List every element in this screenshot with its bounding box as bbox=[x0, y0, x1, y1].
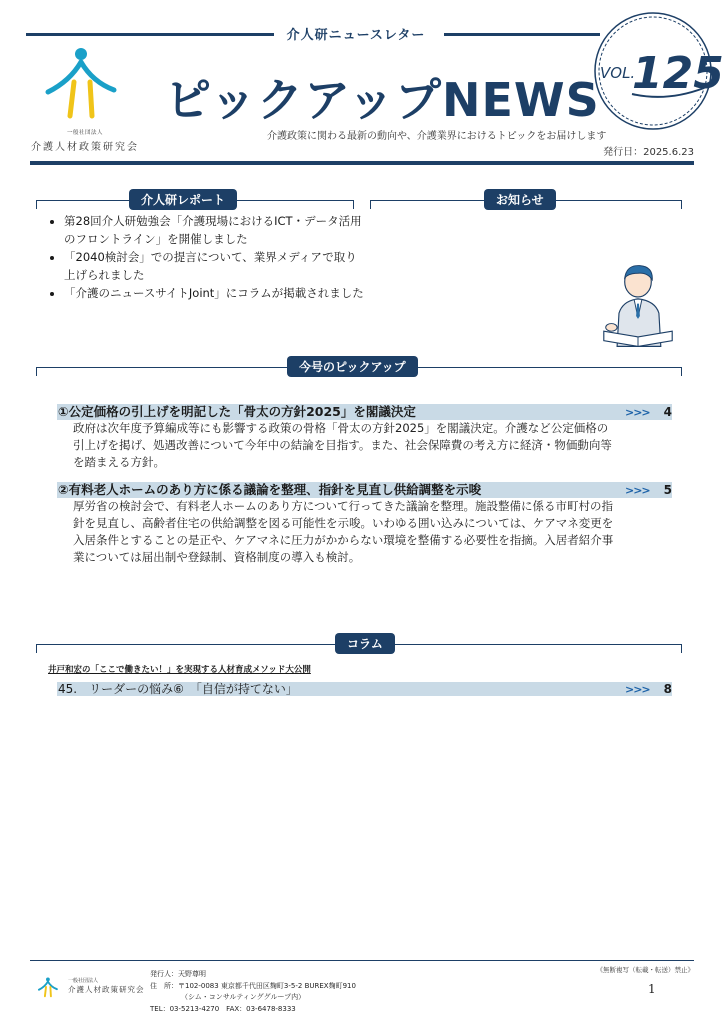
pickup-line-tick-left bbox=[36, 367, 37, 376]
pickup-body-line: 政府は次年度予算編成等にも影響する政策の骨格「骨太の方針2025」を閣議決定。介護など公定価格の bbox=[73, 421, 609, 435]
footer-logo-small-text: 一般社団法人 bbox=[68, 978, 99, 984]
column-series-title: 井戸和宏の「ここで働きたい！」を実現する人材育成メソッド大公開 bbox=[48, 665, 311, 675]
footer-publisher: 発行人：天野尊明 bbox=[150, 970, 206, 978]
column-entry-page-link[interactable] bbox=[625, 681, 672, 698]
pickup-item-page-link[interactable] bbox=[625, 404, 672, 421]
logo-name-text: 介護人材政策研究会 bbox=[31, 142, 139, 153]
page-number-ref: 4 bbox=[663, 405, 672, 419]
pickup-item-body bbox=[73, 420, 673, 471]
pickup-line-tick-right bbox=[681, 367, 682, 376]
arrow-right-icon: >>> bbox=[624, 484, 650, 497]
volume-badge bbox=[592, 10, 724, 132]
pickup-body-line: 引上げを掲げ、処遇改善について今年中の結論を目指す。また、社会保障費の考え方に経済・物価動向等 bbox=[73, 438, 612, 452]
notice-section-label: お知らせ bbox=[484, 189, 556, 210]
notice-line-tick-left bbox=[370, 200, 371, 209]
column-section-label: コラム bbox=[335, 633, 395, 654]
reading-person-illustration bbox=[600, 260, 676, 352]
pickup-item-title: ②有料老人ホームのあり方に係る議論を整理、指針を見直し供給調整を示唆 bbox=[58, 482, 482, 497]
footer-logo-name: 介護人材政策研究会 bbox=[68, 985, 145, 994]
column-entry-title: 45. リーダーの悩み⑥ 「自信が持てない」 bbox=[58, 682, 298, 696]
logo-small-text: 一般社団法人 bbox=[66, 130, 103, 136]
page-number-ref: 5 bbox=[663, 483, 672, 497]
volume-prefix: VOL. bbox=[600, 64, 636, 82]
report-line-tick-left bbox=[36, 200, 37, 209]
footer-logo bbox=[34, 970, 154, 1002]
footer-address: 住 所：〒102-0083 東京都千代田区麹町3-5-2 BUREX麹町910 bbox=[150, 981, 356, 990]
pickup-body-line: を踏まえる方針。 bbox=[73, 455, 165, 469]
column-line-tick-right bbox=[681, 644, 682, 653]
masthead-tagline: 介護政策に関わる最新の動向や、介護業界におけるトピックをお届けします bbox=[267, 131, 607, 142]
footer-address-note: （シム・コンサルティンググループ内） bbox=[181, 993, 306, 1001]
copyright-notice: 《無断複写（転載・転送）禁止》 bbox=[596, 966, 694, 974]
arrow-right-icon: >>> bbox=[624, 406, 650, 419]
report-list-item: • 「2040検討会」での提言について、業界メディアで取り上げられました bbox=[64, 248, 364, 284]
pickup-item-body bbox=[73, 498, 673, 566]
masthead-title: ピックアップNEWS bbox=[165, 73, 600, 127]
logo-mark-icon bbox=[30, 44, 140, 120]
page-number: 1 bbox=[648, 982, 656, 996]
report-section-label: 介人研レポート bbox=[129, 189, 237, 210]
issue-date: 発行日：2025.6.23 bbox=[603, 147, 694, 158]
volume-number: 125 bbox=[632, 48, 724, 99]
pickup-body-line: 入居条件とすることの是正や、ケアマネに圧力がかからない環境を整備する必要性を指摘。入居者紹介事 bbox=[73, 533, 614, 547]
report-list-item: • 第28回介人研勉強会「介護現場におけるICT・データ活用のフロントライン」を開催しました bbox=[64, 212, 364, 248]
footer-rule bbox=[30, 960, 694, 961]
page-number-ref: 8 bbox=[663, 682, 672, 696]
pickup-item-title: ①公定価格の引上げを明記した「骨太の方針2025」を閣議決定 bbox=[58, 404, 416, 419]
notice-line-tick-right bbox=[681, 200, 682, 209]
organization-logo bbox=[30, 44, 140, 153]
header-rule-left bbox=[26, 33, 274, 36]
arrow-right-icon: >>> bbox=[624, 683, 650, 696]
pickup-body-line: 業については届出制や登録制、資格制度の導入も検討。 bbox=[73, 550, 361, 564]
report-list bbox=[48, 212, 364, 302]
pickup-body-line: 針を見直し、高齢者住宅の供給調整を図る可能性を示唆。いわゆる囲い込みについては、ケアマネ変更を bbox=[73, 516, 614, 530]
column-line-tick-left bbox=[36, 644, 37, 653]
header-bottom-rule bbox=[30, 161, 694, 165]
pickup-item-page-link[interactable] bbox=[625, 482, 672, 499]
report-line-tick-right bbox=[353, 200, 354, 209]
pickup-body-line: 厚労省の検討会で、有料老人ホームのあり方について行ってきた議論を整理。施設整備に係る市町村の指 bbox=[73, 499, 614, 513]
pickup-section-label: 今号のピックアップ bbox=[287, 356, 418, 377]
newsletter-name: 介人研ニュースレター bbox=[286, 28, 426, 43]
report-list-item: • 「介護のニュースサイトJoint」にコラムが掲載されました bbox=[64, 284, 364, 302]
footer-logo-mark-icon bbox=[34, 972, 64, 1002]
footer-contact: TEL：03-5213-4270 FAX：03-6478-8333 bbox=[150, 1004, 296, 1013]
header-rule-right bbox=[444, 33, 600, 36]
footer-publisher-info bbox=[150, 969, 356, 1015]
